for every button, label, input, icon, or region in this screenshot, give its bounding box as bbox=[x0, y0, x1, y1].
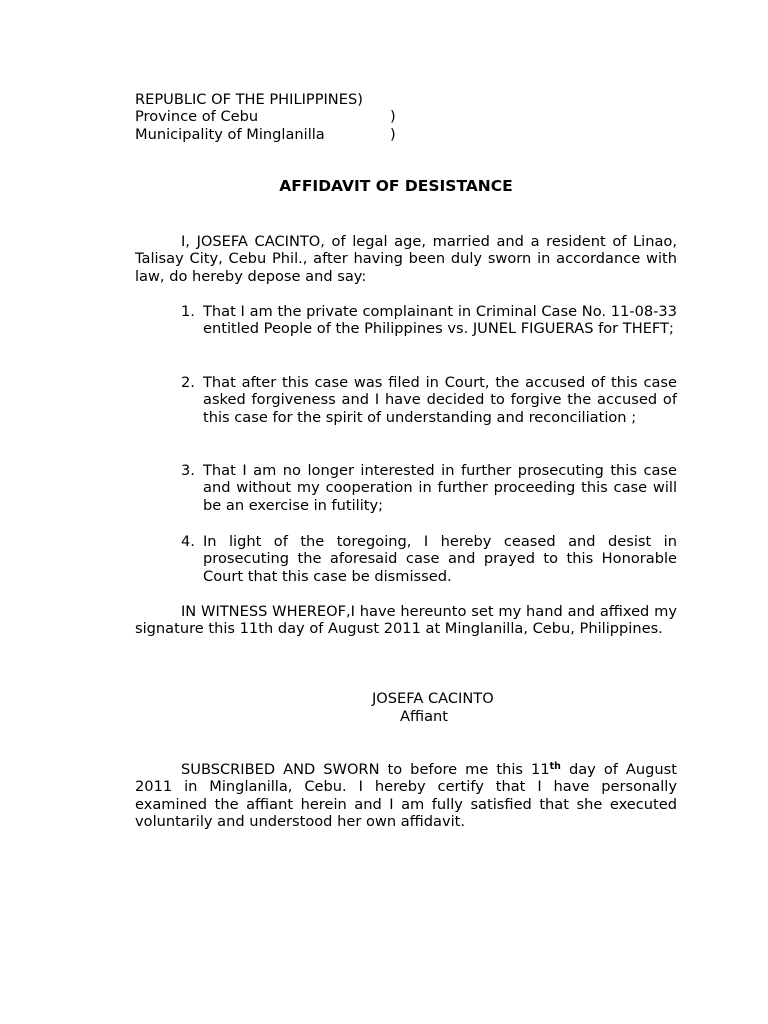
jurat-paragraph bbox=[135, 761, 677, 831]
jurat-text-end: day of August 2011 in Minglanilla, Cebu. I hereby certify that I have personally examined the affiant herein and I am fully satisfied that she executed voluntarily and understood her own affidavit. bbox=[135, 761, 677, 831]
list-item-text: That I am no longer interested in further prosecuting this case and without my cooperation in further proceeding this case will be an exercise in futility; bbox=[203, 462, 677, 514]
list-item-number: 4. bbox=[181, 533, 195, 550]
list-item-number: 1. bbox=[181, 303, 195, 320]
document-title: AFFIDAVIT OF DESISTANCE bbox=[279, 177, 513, 195]
list-item-text: In light of the toregoing, I hereby ceased and desist in prosecuting the aforesaid case and prayed to this Honorable Court that this case be dismissed. bbox=[203, 533, 677, 585]
header-republic: REPUBLIC OF THE PHILIPPINES) bbox=[135, 91, 363, 108]
header-municipality-paren: ) bbox=[390, 126, 396, 143]
header-province: Province of Cebu bbox=[135, 108, 259, 125]
list-item-number: 3. bbox=[181, 462, 195, 479]
header-province-paren: ) bbox=[390, 108, 396, 125]
list-item-number: 2. bbox=[181, 374, 195, 391]
jurat-text-start: SUBSCRIBED AND SWORN to before me this 11 bbox=[181, 761, 550, 778]
signature-name: JOSEFA CACINTO bbox=[372, 690, 494, 707]
witness-paragraph: IN WITNESS WHEREOF,I have hereunto set my hand and affixed my signature this 11th day of August 2011 at Minglanilla, Cebu, Philippines. bbox=[135, 603, 677, 638]
intro-paragraph: I, JOSEFA CACINTO, of legal age, married and a resident of Linao, Talisay City, Cebu Phil., after having been duly sworn in accordance with law, do hereby depose and say: bbox=[135, 233, 677, 285]
jurat-ordinal-suffix: th bbox=[549, 761, 561, 772]
list-item-text: That I am the private complainant in Criminal Case No. 11-08-33 entitled People of the Philippines vs. JUNEL FIGUERAS for THEFT; bbox=[203, 303, 677, 338]
list-item-text: That after this case was filed in Court, the accused of this case asked forgiveness and I have decided to forgive the accused of this case for the spirit of understanding and reconciliation ; bbox=[203, 374, 677, 426]
header-municipality: Municipality of Minglanilla bbox=[135, 126, 325, 143]
signature-role: Affiant bbox=[400, 708, 449, 725]
